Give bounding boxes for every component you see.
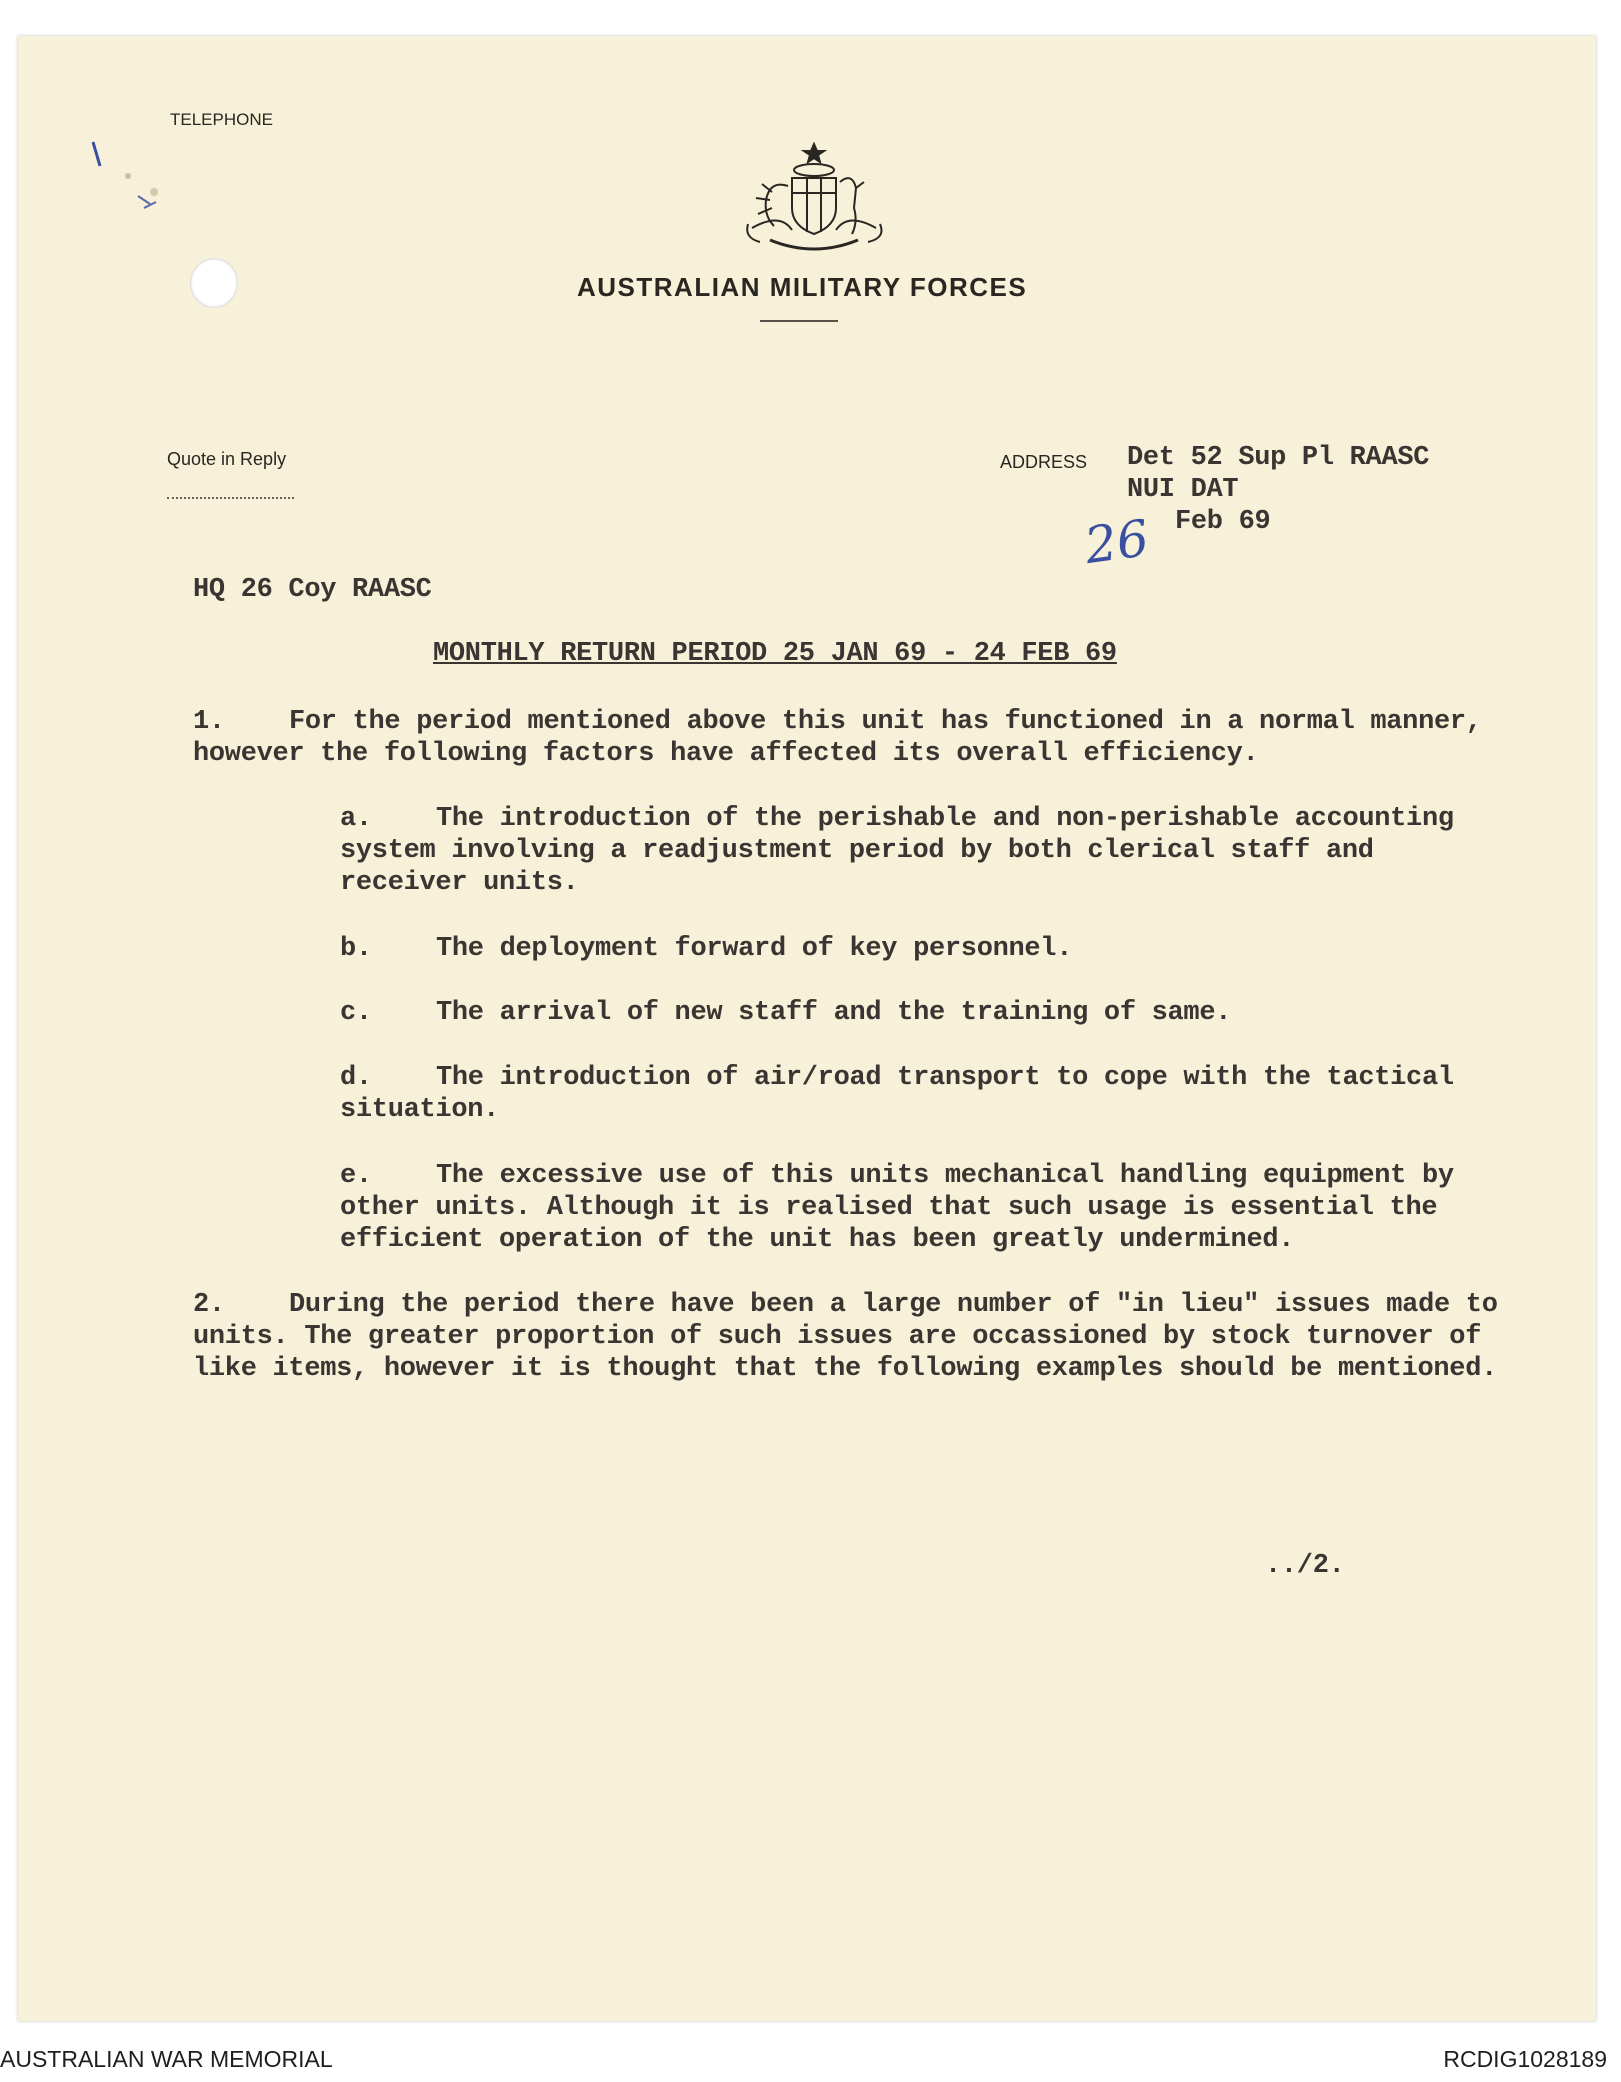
- recipient: HQ 26 Coy RAASC: [193, 575, 432, 605]
- title-divider: [760, 320, 838, 322]
- quote-in-reply-line: [167, 497, 294, 499]
- subparagraph-text: The introduction of the perishable and non-perishable accounting system involving a readjustment period by both clerical staff and receiver units.: [340, 804, 1454, 898]
- address-date: Feb 69: [1175, 507, 1271, 537]
- paragraph-2: [193, 1289, 1503, 1385]
- subparagraph-letter: a.: [340, 804, 372, 834]
- subparagraph-letter: b.: [340, 934, 372, 964]
- subject-heading: MONTHLY RETURN PERIOD 25 JAN 69 - 24 FEB 69: [433, 639, 1117, 669]
- paragraph-number: 1.: [193, 707, 225, 737]
- quote-in-reply-label: Quote in Reply: [167, 449, 287, 469]
- paragraph-1: [193, 706, 1523, 770]
- subparagraph-text: The arrival of new staff and the training of same.: [436, 998, 1232, 1028]
- handwritten-day: 26: [1081, 508, 1153, 576]
- subparagraph-c: [340, 997, 1480, 1029]
- ink-marks-decoration: [58, 136, 178, 256]
- punch-hole: [190, 258, 238, 308]
- continuation-marker: ../2.: [1265, 1551, 1345, 1581]
- subparagraph-text: The deployment forward of key personnel.: [436, 934, 1073, 964]
- paragraph-number: 2.: [193, 1290, 225, 1320]
- subparagraph-text: The introduction of air/road transport to cope with the tactical situation.: [340, 1063, 1454, 1125]
- address-unit: Det 52 Sup Pl RAASC: [1127, 443, 1430, 473]
- subparagraph-a: [340, 803, 1480, 899]
- telephone-label: TELEPHONE: [170, 110, 273, 129]
- subparagraph-d: [340, 1062, 1480, 1126]
- address-location: NUI DAT: [1127, 475, 1239, 505]
- address-label: ADDRESS: [1000, 452, 1088, 472]
- subparagraph-letter: e.: [340, 1161, 372, 1191]
- coat-of-arms-icon: [740, 142, 888, 262]
- footer-archive-name: AUSTRALIAN WAR MEMORIAL: [0, 2046, 333, 2072]
- subparagraph-b: [340, 933, 1480, 965]
- footer-record-id: RCDIG1028189: [1443, 2046, 1607, 2072]
- subparagraph-letter: d.: [340, 1063, 372, 1093]
- subparagraph-text: The excessive use of this units mechanical handling equipment by other units. Although it is realised that such usage is essential the efficient operation of the unit has been greatly undermined.: [340, 1161, 1454, 1255]
- letterhead-title: AUSTRALIAN MILITARY FORCES: [577, 272, 1028, 302]
- subparagraph-e: [340, 1160, 1490, 1256]
- subparagraph-letter: c.: [340, 998, 372, 1028]
- paragraph-text: For the period mentioned above this unit has functioned in a normal manner, however the following factors have affected its overall efficiency.: [193, 707, 1482, 769]
- paragraph-text: During the period there have been a large number of "in lieu" issues made to units. The greater proportion of such issues are occassioned by stock turnover of like items, however it is thought that the following examples should be mentioned.: [193, 1290, 1498, 1384]
